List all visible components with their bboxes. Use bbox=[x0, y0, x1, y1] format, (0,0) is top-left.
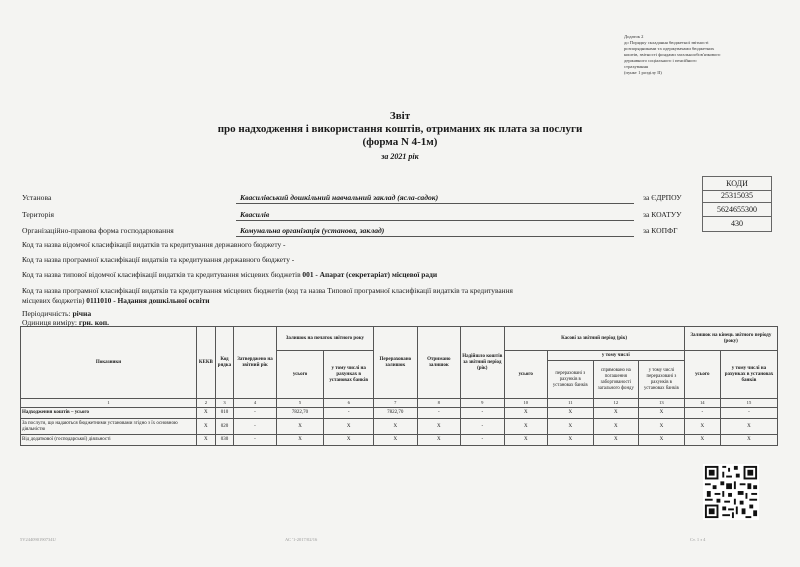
table-cell: - bbox=[461, 419, 504, 435]
table-row bbox=[21, 408, 778, 419]
table-cell: - bbox=[234, 435, 276, 446]
table-cell: X bbox=[504, 419, 547, 435]
col-number: 5 bbox=[276, 399, 324, 408]
unit-label: Одиниця виміру: bbox=[22, 318, 77, 327]
edrpou-label: за ЄДРПОУ bbox=[643, 193, 682, 202]
report-form-number: (форма N 4-1м) bbox=[362, 136, 438, 148]
col-header-transferred: Перераховано залишок bbox=[374, 327, 417, 399]
col-number: 4 bbox=[234, 399, 276, 408]
col-number: 6 bbox=[324, 399, 374, 408]
table-cell: X bbox=[548, 419, 594, 435]
col-number: 8 bbox=[417, 399, 460, 408]
col-header-cash-total: усього bbox=[504, 351, 547, 399]
table-cell: - bbox=[324, 408, 374, 419]
table-cell: X bbox=[720, 435, 777, 446]
underline bbox=[236, 236, 634, 237]
table-cell: X bbox=[548, 408, 594, 419]
table-cell: X bbox=[684, 435, 720, 446]
unit bbox=[22, 318, 109, 327]
periodicity-value: річна bbox=[72, 309, 92, 318]
table-cell: X bbox=[197, 408, 216, 419]
col-header-transferred-acc: перераховані з рахунків в установах банків bbox=[548, 361, 594, 399]
underline bbox=[236, 203, 634, 204]
table-cell: X bbox=[684, 419, 720, 435]
table-cell: 7822,70 bbox=[374, 408, 417, 419]
appendix-line: державного соціального і пенсійного bbox=[624, 58, 697, 63]
classifier-line-2: Код та назва програмної класифікації видатків та кредитування державного бюджету - bbox=[22, 255, 295, 264]
col-number: 7 bbox=[374, 399, 417, 408]
col-number: 11 bbox=[548, 399, 594, 408]
col-number: 14 bbox=[684, 399, 720, 408]
table-cell: - bbox=[234, 408, 276, 419]
col-header-received-balance: Отримано залишок bbox=[417, 327, 460, 399]
table-cell: - bbox=[720, 408, 777, 419]
col-number: 10 bbox=[504, 399, 547, 408]
table-cell: X bbox=[639, 408, 685, 419]
report-subtitle: про надходження і використання коштів, отриманих як плата за послуги bbox=[217, 123, 583, 135]
territory-value: Квасилів bbox=[240, 210, 270, 219]
footer-id: 5V244090190734U bbox=[20, 537, 56, 542]
table-cell: X bbox=[417, 435, 460, 446]
edrpou-code: 25315035 bbox=[702, 190, 772, 203]
col-header-end-in-bank: у тому числі на рахунках в установах банків bbox=[720, 351, 777, 399]
col-header-row-code: Код рядка bbox=[215, 327, 234, 399]
classifier-line-4: Код та назва програмної класифікації видатків та кредитування місцевих бюджетів (код та назва Типової програмної класифікації видатків та кредитування bbox=[22, 286, 513, 295]
table-cell: X bbox=[276, 435, 324, 446]
classifier-line-3-value: 001 - Апарат (секретаріат) місцевої ради bbox=[302, 270, 438, 279]
koatuu-code: 5624655300 bbox=[702, 203, 772, 217]
table-cell: X bbox=[197, 435, 216, 446]
table-cell: X bbox=[504, 435, 547, 446]
table-cell: X bbox=[593, 408, 639, 419]
table-row bbox=[21, 435, 778, 446]
table-cell: X bbox=[276, 419, 324, 435]
table-cell: X bbox=[324, 435, 374, 446]
col-number: 15 bbox=[720, 399, 777, 408]
col-header-from-bank: у тому числі перераховані з рахунків в установах банків bbox=[639, 361, 685, 399]
org-form-label: Організаційно-правова форма господарювання bbox=[22, 226, 174, 235]
table-cell: 020 bbox=[215, 419, 234, 435]
col-number: 1 bbox=[21, 399, 197, 408]
table-cell: 030 bbox=[215, 435, 234, 446]
report-table bbox=[20, 326, 778, 446]
table-cell: X bbox=[374, 435, 417, 446]
unit-value: грн. коп. bbox=[78, 318, 110, 327]
kopfg-code: 430 bbox=[702, 217, 772, 232]
kopfg-label: за КОПФГ bbox=[643, 226, 678, 235]
appendix-line: коштів, звітності фондами загальнообов'язкового bbox=[624, 52, 721, 57]
col-header-kekv: КЕКВ bbox=[197, 327, 216, 399]
table-cell: - bbox=[684, 408, 720, 419]
table-cell: X bbox=[639, 435, 685, 446]
table-cell: X bbox=[639, 419, 685, 435]
table-cell: - bbox=[461, 408, 504, 419]
footer-version: АС '1-2017/02/16 bbox=[285, 537, 318, 542]
classifier-line-5-value: 0111010 - Надання дошкільної освіти bbox=[86, 296, 210, 305]
appendix-line: Додаток 2 bbox=[624, 34, 644, 39]
table-cell: X bbox=[720, 419, 777, 435]
col-header-in-bank: у тому числі на рахунках в установах банків bbox=[324, 351, 374, 399]
org-form-value: Комунальна організація (установа, заклад) bbox=[240, 226, 385, 235]
table-cell: - bbox=[461, 435, 504, 446]
classifier-line-5 bbox=[22, 296, 210, 305]
appendix-note bbox=[624, 34, 774, 76]
classifier-line-3 bbox=[22, 270, 437, 279]
institution-label: Установа bbox=[22, 193, 52, 202]
table-cell: 010 bbox=[215, 408, 234, 419]
classifier-line-3-prefix: Код та назва типової відомчої класифікації видатків та кредитування місцевих бюджетів bbox=[22, 270, 301, 279]
report-title: Звіт bbox=[389, 110, 411, 122]
table-cell: X bbox=[417, 419, 460, 435]
codes-header: КОДИ bbox=[702, 176, 772, 191]
table-cell: За послуги, що надаються бюджетними установами згідно з їх основною діяльністю bbox=[21, 419, 197, 435]
classifier-line-1: Код та назва відомчої класифікації видатків та кредитування державного бюджету - bbox=[22, 240, 286, 249]
table-cell: X bbox=[197, 419, 216, 435]
col-header-indicators: Показники bbox=[21, 327, 197, 399]
table-cell: Надходження коштів – усього bbox=[21, 408, 197, 419]
appendix-line: страхування bbox=[624, 64, 649, 69]
appendix-line: розпорядниками та одержувачами бюджетних bbox=[624, 46, 715, 51]
qr-code bbox=[703, 464, 759, 520]
col-number: 9 bbox=[461, 399, 504, 408]
col-number: 12 bbox=[593, 399, 639, 408]
col-header-balance-start: Залишок на початок звітного року bbox=[276, 327, 373, 351]
table-row bbox=[21, 419, 778, 435]
territory-label: Територія bbox=[22, 210, 54, 219]
col-header-approved: Затверджено на звітний рік bbox=[234, 327, 276, 399]
table-cell: X bbox=[324, 419, 374, 435]
table-cell: X bbox=[593, 419, 639, 435]
classifier-line-5-prefix: місцевих бюджетів) bbox=[22, 296, 85, 305]
col-header-sent: спрямовано на погашення заборгованості загального фонду bbox=[593, 361, 639, 399]
table-cell: X bbox=[504, 408, 547, 419]
underline bbox=[236, 220, 634, 221]
col-number: 13 bbox=[639, 399, 685, 408]
col-header-balance-end: Залишок на кінець звітного періоду (року) bbox=[684, 327, 777, 351]
report-period: за 2021 рік bbox=[381, 152, 419, 161]
table-cell: - bbox=[234, 419, 276, 435]
col-header-cash: Касові за звітний період (рік) bbox=[504, 327, 684, 351]
col-header-total: усього bbox=[276, 351, 324, 399]
col-number: 3 bbox=[215, 399, 234, 408]
table-cell: X bbox=[374, 419, 417, 435]
table-cell: Від додаткової (господарської) діяльності bbox=[21, 435, 197, 446]
table-cell: - bbox=[417, 408, 460, 419]
periodicity-label: Періодичність: bbox=[22, 309, 71, 318]
koatuu-label: за КОАТУУ bbox=[643, 210, 682, 219]
table-cell: X bbox=[593, 435, 639, 446]
periodicity bbox=[22, 309, 91, 318]
col-header-including: у тому числі bbox=[548, 351, 685, 361]
col-number: 2 bbox=[197, 399, 216, 408]
appendix-line: до Порядку складання бюджетної звітності bbox=[624, 40, 709, 45]
institution-value: Квасилівський дошкільний навчальний заклад (ясла-садок) bbox=[240, 193, 439, 202]
table-cell: X bbox=[548, 435, 594, 446]
table-cell: 7822,70 bbox=[276, 408, 324, 419]
col-header-received-period: Надійшло коштів за звітний період (рік) bbox=[461, 327, 504, 399]
footer-page: Ст. 1 з 4 bbox=[690, 537, 706, 542]
appendix-line: (пункт 1 розділу II) bbox=[624, 70, 662, 75]
col-header-end-total: усього bbox=[684, 351, 720, 399]
